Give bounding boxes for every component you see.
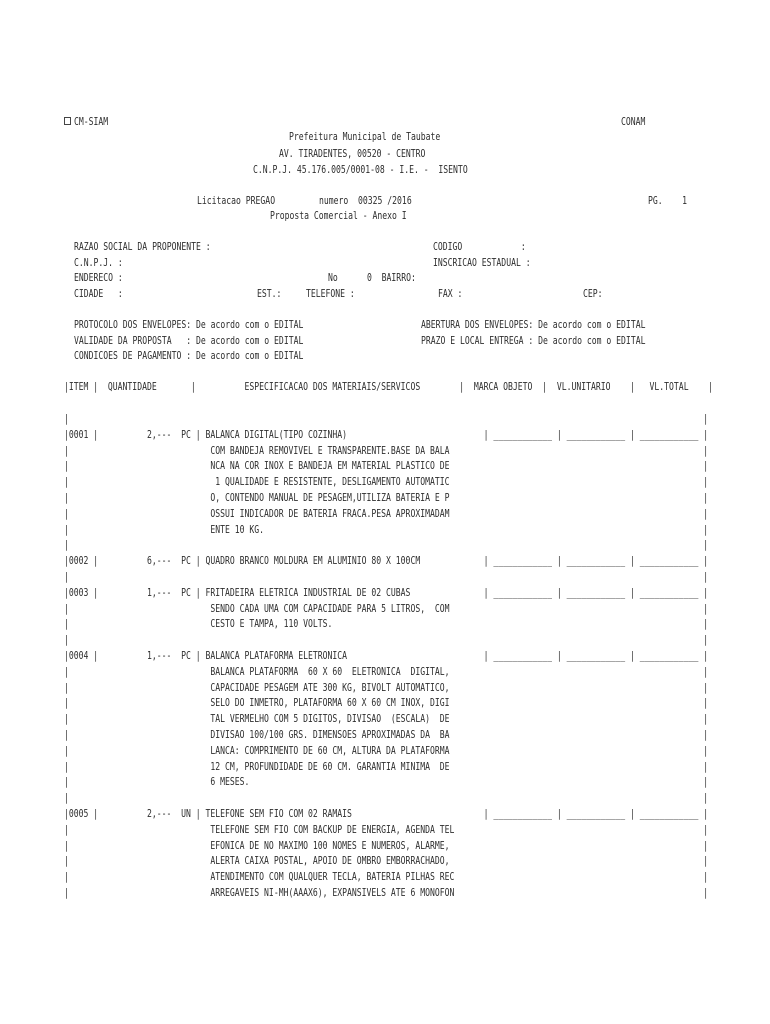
table-line: | | [64, 413, 709, 425]
condition-protocolo: PROTOCOLO DOS ENVELOPES: De acordo com o EDITAL [74, 319, 304, 331]
table-line: | ALERTA CAIXA POSTAL, APOIO DE OMBRO EMBORRACHADO, | [64, 855, 709, 868]
table-line: | 1 QUALIDADE E RESISTENTE, DESLIGAMENTO AUTOMATIC | [64, 476, 709, 489]
table-line: | NCA NA COR INOX E BANDEJA EM MATERIAL PLASTICO DE | [64, 460, 709, 473]
checkbox-icon [64, 117, 71, 125]
table-line: | CESTO E TAMPA, 110 VOLTS. | [64, 618, 709, 631]
table-line: |0002 | 6,--- PC | QUADRO BRANCO MOLDURA EM ALUMINIO 80 X 100CM | ____________ | ____________ | ____________ | [64, 555, 709, 568]
field-estado: EST.: [257, 288, 282, 300]
table-line: | ENTE 10 KG. | [64, 523, 709, 536]
table-line: | 6 MESES. | [64, 776, 709, 789]
table-line: |0001 | 2,--- PC | BALANCA DIGITAL(TIPO COZINHA) | ____________ | ____________ | ____________ | [64, 428, 709, 441]
table-line: |0005 | 2,--- UN | TELEFONE SEM FIO COM 02 RAMAIS | ____________ | ____________ | ____________ | [64, 808, 709, 820]
table-line: | TELEFONE SEM FIO COM BACKUP DE ENERGIA, AGENDA TEL | [64, 823, 709, 836]
table-line: | LANCA: COMPRIMENTO DE 60 CM, ALTURA DA PLATAFORMA | [64, 744, 709, 757]
table-line: | ARREGAVEIS NI-MH(AAAX6), EXPANSIVELS ATE 6 MONOFON | [64, 887, 709, 899]
condition-pagamento: CONDICOES DE PAGAMENTO : De acordo com o EDITAL [74, 350, 304, 362]
org-address: AV. TIRADENTES, 00520 - CENTRO [279, 148, 426, 160]
table-line: |0003 | 1,--- PC | FRITADEIRA ELETRICA INDUSTRIAL DE 02 CUBAS | ____________ | ____________ | ____________ | [64, 586, 709, 599]
table-line: | TAL VERMELHO COM 5 DIGITOS, DIVISAO (ESCALA) DE | [64, 713, 709, 726]
table-line: | COM BANDEJA REMOVIVEL E TRANSPARENTE.BASE DA BALA | [64, 444, 709, 457]
field-endereco: ENDERECO : [74, 272, 123, 284]
table-line: | SELO DO INMETRO, PLATAFORMA 60 X 60 CM INOX, DIGI | [64, 697, 709, 710]
condition-validade: VALIDADE DA PROPOSTA : De acordo com o EDITAL [74, 335, 304, 347]
system-label: CM-SIAM [74, 116, 109, 128]
table-line: | ATENDIMENTO COM QUALQUER TECLA, BATERIA PILHAS REC | [64, 871, 709, 884]
table-line: | OSSUI INDICADOR DE BATERIA FRACA.PESA APROXIMADAM | [64, 507, 709, 520]
org-cnpj: C.N.P.J. 45.176.005/0001-08 - I.E. - ISENTO [253, 164, 468, 176]
field-numero-bairro: No 0 BAIRRO: [328, 272, 416, 284]
org-name: Prefeitura Municipal de Taubate [289, 131, 441, 143]
table-line: | O, CONTENDO MANUAL DE PESAGEM,UTILIZA BATERIA E P | [64, 492, 709, 504]
table-line: | | [64, 571, 709, 583]
page-number: PG. 1 [648, 195, 688, 207]
field-cnpj: C.N.P.J. : [74, 257, 123, 269]
condition-abertura: ABERTURA DOS ENVELOPES: De acordo com o EDITAL [421, 319, 646, 331]
table-line: | | [64, 634, 709, 647]
table-line: | CAPACIDADE PESAGEM ATE 300 KG, BIVOLT AUTOMATICO, | [64, 681, 709, 694]
document-subtitle: Proposta Comercial - Anexo I [270, 210, 407, 222]
field-cep: CEP: [583, 288, 603, 300]
table-line: | DIVISAO 100/100 GRS. DIMENSOES APROXIMADAS DA BA | [64, 729, 709, 741]
conam-label: CONAM [621, 116, 646, 128]
field-codigo: CODIGO : [433, 241, 526, 253]
table-line: | | [64, 539, 709, 552]
table-line: |0004 | 1,--- PC | BALANCA PLATAFORMA ELETRONICA | ____________ | ____________ | ____________ | [64, 650, 709, 662]
field-inscricao: INSCRICAO ESTADUAL : [433, 257, 531, 269]
table-line: | SENDO CADA UMA COM CAPACIDADE PARA 5 LITROS, COM | [64, 602, 709, 615]
table-line: | | [64, 792, 709, 805]
licitacao-line: Licitacao PREGAO numero 00325 /2016 [197, 195, 412, 207]
field-cidade: CIDADE : [74, 288, 123, 300]
table-line: | BALANCA PLATAFORMA 60 X 60 ELETRONICA DIGITAL, | [64, 665, 709, 678]
table-line: | EFONICA DE NO MAXIMO 100 NOMES E NUMEROS, ALARME, | [64, 839, 709, 852]
field-razao-social: RAZAO SOCIAL DA PROPONENTE : [74, 241, 211, 253]
field-telefone: TELEFONE : [306, 288, 355, 300]
condition-prazo: PRAZO E LOCAL ENTREGA : De acordo com o EDITAL [421, 335, 646, 347]
table-header: |ITEM | QUANTIDADE | ESPECIFICACAO DOS MATERIAIS/SERVICOS | MARCA OBJETO | VL.UNITARIO | VL.TOTAL | [64, 381, 713, 393]
field-fax: FAX : [438, 288, 463, 300]
table-line: | 12 CM, PROFUNDIDADE DE 60 CM. GARANTIA MINIMA DE | [64, 760, 709, 773]
